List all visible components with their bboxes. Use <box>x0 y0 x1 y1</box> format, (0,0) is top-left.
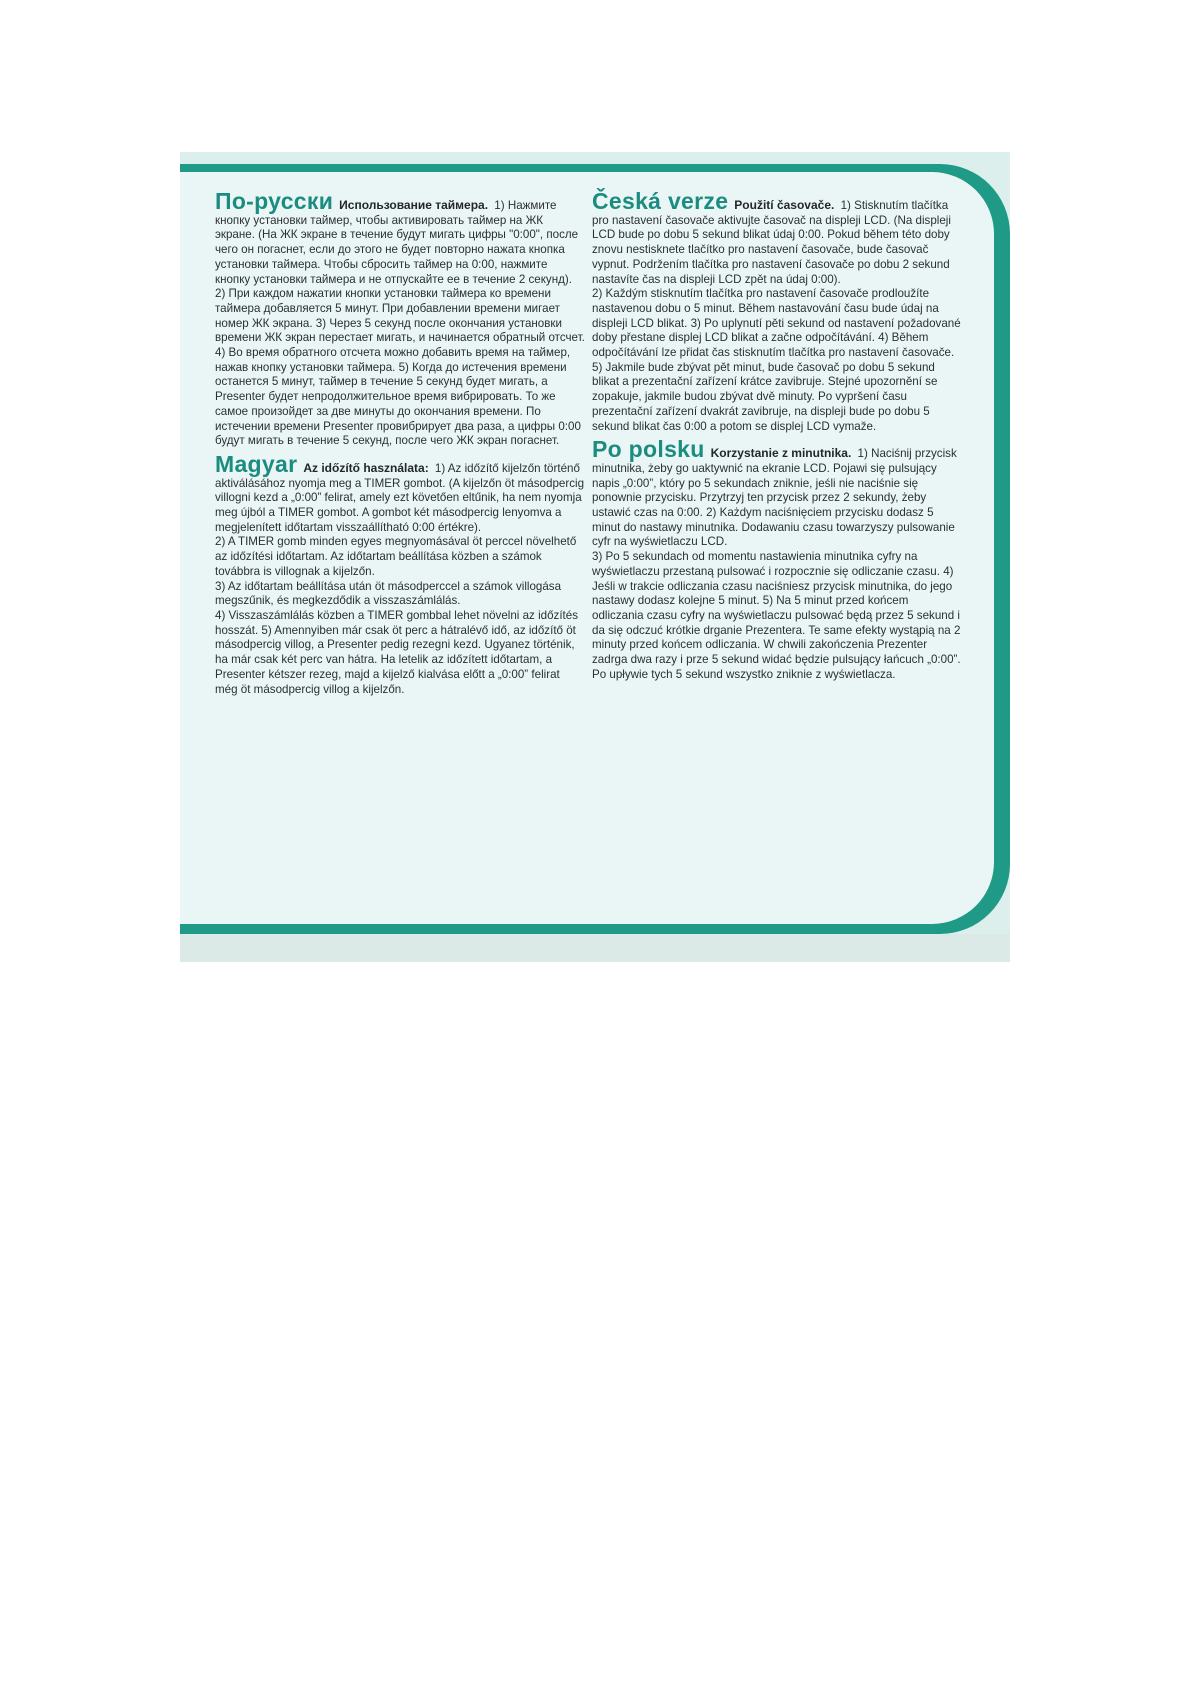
paragraph: 3) Az időtartam beállítása után öt másodperccel a számok villogása megszűnik, és megkezdődik a visszaszámlálás. <box>215 579 562 608</box>
paragraph: 5) Jakmile bude zbývat pět minut, bude časovač po dobu 5 sekund blikat a prezentační zařízení krátce zavibruje. Stejné upozornění se zopakuje, jakmile budou zbývat dvě minuty. Po vypršení času prezentační zařízení dvakrát zavibruje, na displeji bude po dobu 5 sekund blikat čas 0:00 a potom se displej LCD vymaže. <box>592 360 938 433</box>
section-hungarian-text <box>215 450 585 536</box>
subheading-russian: Использование таймера. <box>339 198 489 212</box>
scanned-page <box>180 152 1010 962</box>
subheading-polish: Korzystanie z minutnika. <box>710 446 852 461</box>
paragraph: 1) Naciśnij przycisk minutnika, żeby go uaktywnić na ekranie LCD. Pojawi się pulsujący napis „0:00”, który po 5 sekundach zniknie, jeśli nie naciśnie się ponownie przycisku. Przytrzyj ten przycisk przez 2 sekundy, żeby ustawić czas na 0:00. 2) Każdym naciśnięciem przycisku dodasz 5 minut do nastawy minutnika. Dodawaniu czasu towarzyszy pulsowanie cyfr na wyświetlaczu LCD. <box>592 447 957 549</box>
paragraph: 1) Stisknutím tlačítka pro nastavení časovače aktivujte časovač na displeji LCD. (Na displeji LCD bude po dobu 5 sekund blikat údaj 0:00. Pokud během této doby znovu nestisknete tlačítko pro nastavení časovače, bude časovač vypnut. Podržením tlačítka pro nastavení časovače po dobu 2 sekund nastavíte čas na displeji LCD zpět na údaj 0:00). <box>592 199 951 286</box>
section-polish <box>592 436 962 682</box>
bottom-strip <box>180 934 1010 962</box>
paragraph: 2) Každým stisknutím tlačítka pro nastavení časovače prodloužíte nastavenou dobu o 5 minut. Během nastavování času bude údaj na displeji LCD blikat. 3) Po uplynutí pěti sekund od nastavení požadované doby přestane displej LCD blikat a začne odpočítávání. 4) Během odpočítávání lze přidat čas stisknutím tlačítka pro nastavení časovače. <box>592 287 961 360</box>
subheading-czech: Použití časovače. <box>734 198 835 212</box>
subheading-hungarian: Az időzítő használata: <box>303 460 429 475</box>
left-column <box>215 188 585 705</box>
section-polish-text <box>592 436 962 550</box>
heading-polish: Po polsku <box>592 436 705 463</box>
content-panel <box>180 172 994 924</box>
paragraph: 1) Az időzítő kijelzőn történő aktiválásához nyomja meg a TIMER gombot. (A kijelzőn öt másodpercig villogni kezd a „0:00” felirat, amely ezt követően eltűnik, ha nem nyomja meg újból a TIMER gombot. A gombot két másodpercig lenyomva a megjelenített időtartam visszaállítható 0:00 értékre). <box>215 461 585 534</box>
paragraph: 4) Во время обратного отсчета можно добавить время на таймер, нажав кнопку установки таймера. 5) Когда до истечения времени останется 5 минут, таймер в течение 5 секунд будет мигать, а Presenter будет непродолжительное время вибрировать. То же самое произойдет за две минуты до окончания времени. По истечении времени Presenter провибрирует два раза, а цифры 0:00 будут мигать в течение 5 секунд, после чего ЖК экран погаснет. <box>215 346 581 448</box>
right-column <box>592 188 962 691</box>
heading-czech: Česká verze <box>592 188 729 214</box>
paragraph: 2) A TIMER gomb minden egyes megnyomásával öt perccel növelhető az időzítési időtartam. Az időtartam beállítása közben a számok továbbra is villognak a kijelzőn. <box>215 535 577 578</box>
section-czech-text <box>592 188 962 287</box>
heading-hungarian: Magyar <box>215 450 298 477</box>
heading-russian: По-русски <box>215 188 334 214</box>
paragraph: 1) Нажмите кнопку установки таймер, чтобы активировать таймер на ЖК экране. (На ЖК экране в течение будут мигать цифры "0:00", после чего он погаснет, если до этого не будет повторно нажата кнопка установки таймера. Чтобы сбросить таймер на 0:00, нажмите кнопку установки таймера и не отпускайте ее в течение 2 секунд). 2) При каждом нажатии кнопки установки таймера ко времени таймера добавляется 5 минут. При добавлении времени мигает номер ЖК экрана. 3) Через 5 секунд после окончания установки времени ЖК экран перестает мигать, и начинается обратный отсчет. <box>215 199 585 345</box>
section-russian <box>215 188 585 449</box>
section-czech <box>592 188 962 434</box>
section-russian-text <box>215 188 585 346</box>
section-hungarian <box>215 450 585 697</box>
paragraph: 3) Po 5 sekundach od momentu nastawienia minutnika cyfry na wyświetlaczu przestaną pulsować i rozpocznie się odliczanie czasu. 4) Jeśli w trakcie odliczania czasu naciśniesz przycisk minutnika, do jego nastawy dodasz kolejne 5 minut. 5) Na 5 minut przed końcem odliczania czasu cyfry na wyświetlaczu pulsować będą przez 5 sekund i da się odczuć krótkie drganie Prezentera. Te same efekty wystąpią na 2 minuty przed końcem odliczania. W chwili zakończenia Prezenter zadrga dwa razy i prze 5 sekund widać będzie pulsujący łańcuch „0:00”. Po upływie tych 5 sekund wszystko zniknie z wyświetlacza. <box>592 550 961 681</box>
paragraph: 4) Visszaszámlálás közben a TIMER gombbal lehet növelni az időzítés hosszát. 5) Amennyiben már csak öt perc a hátralévő idő, az időzítő öt másodpercig villog, a Presenter pedig rezegni kezd. Ugyanez történik, ha már csak két perc van hátra. Ha letelik az időzített időtartam, a Presenter kétszer rezeg, majd a kijelző kialvása előtt a „0:00” felirat még öt másodpercig villog a kijelzőn. <box>215 608 579 696</box>
